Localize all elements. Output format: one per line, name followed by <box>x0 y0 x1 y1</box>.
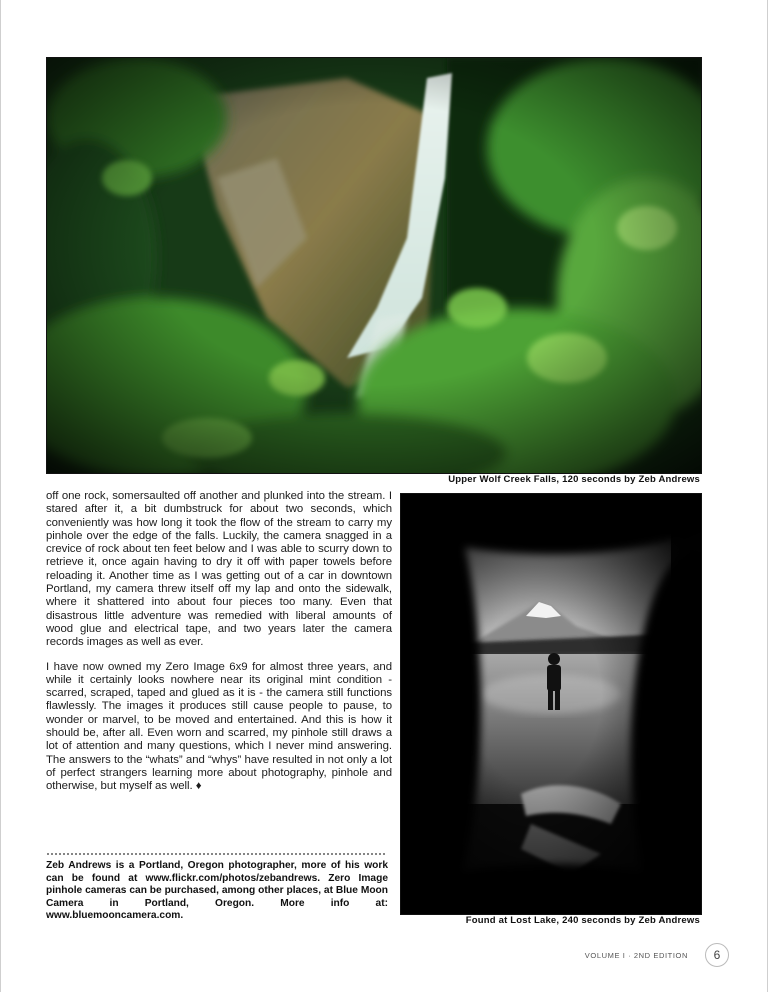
waterfall-photo-graphic <box>47 58 701 473</box>
page-number: 6 <box>705 943 729 967</box>
waterfall-photo-caption: Upper Wolf Creek Falls, 120 seconds by Zeb Andrews <box>448 474 700 485</box>
lost-lake-photo-caption: Found at Lost Lake, 240 seconds by Zeb Andrews <box>465 915 700 926</box>
page-edge-left <box>0 0 1 992</box>
paragraph-2: I have now owned my Zero Image 6x9 for almost three years, and while it certainly looks nowhere near its original mint condition - scarred, scraped, taped and glued as it is - the camera still functions flawlessly. The images it produces still cause people to pause, to wonder or marvel, to be moved and entertained. And this is how it should be, after all. Even worn and scarred, my pinhole still draws a lot of attention and many questions, which I never mind answering. The answers to the “whats” and “whys” have resulted in not only a lot of perfect strangers learning more about photography, pinhole and otherwise, but myself as well. ♦ <box>46 660 392 793</box>
article-body <box>46 490 392 805</box>
lost-lake-photo-graphic <box>401 494 701 914</box>
author-bio: Zeb Andrews is a Portland, Oregon photographer, more of his work can be found at www.flickr.com/photos/zebandrews. Zero Image pinhole cameras can be purchased, among other places, at Blue Moon Camera in Portland, Oregon. More info at: www.bluemooncamera.com. <box>46 860 388 922</box>
edition-label: VOLUME I · 2ND EDITION <box>584 951 688 960</box>
paragraph-1: off one rock, somersaulted off another and plunked into the stream. I stared after it, a bit dumbstruck for about two seconds, which conveniently was how long it took the flow of the stream to carry my pinhole over the edge of the falls. Luckily, the camera snagged in a crevice of rock about ten feet below and I was able to scurry down to retrieve it, once again having to dry it off with paper towels before reloading it. Another time as I was getting out of a car in downtown Portland, my camera threw itself off my lap and onto the sidewalk, where it shattered into about four pieces too many. Even that disastrous little adventure was remedied with liberal amounts of wood glue and electrical tape, and two years later the camera records images as well as ever. <box>46 490 392 649</box>
dotted-divider <box>46 852 386 856</box>
lost-lake-photo <box>400 493 702 915</box>
waterfall-photo <box>46 57 702 474</box>
